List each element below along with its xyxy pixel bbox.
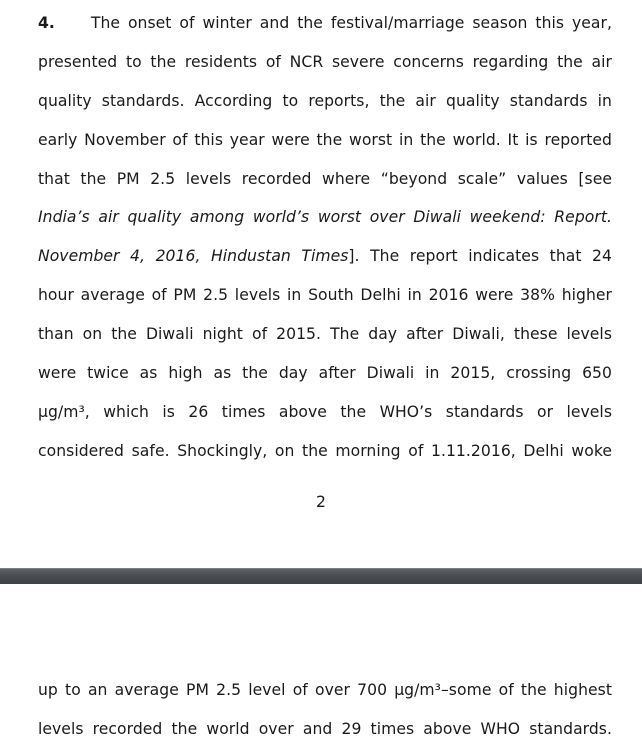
paragraph-text-line: μg/m³, which is 26 times above the WHO’s standards or levels — [38, 403, 612, 421]
citation-source: November 4, 2016, Hindustan Times — [38, 247, 349, 265]
paragraph-text-line: quality standards. According to reports, the air quality standards in — [38, 92, 612, 110]
page-number: 2 — [316, 493, 326, 511]
paragraph-4-line-1 — [38, 13, 612, 33]
paragraph-text-fragment: ]. The report indicates that 24 — [348, 247, 612, 265]
paragraph-text-line: up to an average PM 2.5 level of over 700 μg/m³–some of the highest — [38, 681, 612, 699]
paragraph-text-line — [38, 246, 612, 266]
paragraph-text-line: hour average of PM 2.5 levels in South Delhi in 2016 were 38% higher — [38, 286, 612, 304]
paragraph-text-line: considered safe. Shockingly, on the morning of 1.11.2016, Delhi woke — [38, 442, 612, 460]
paragraph-text-line: that the PM 2.5 levels recorded where “beyond scale” values [see — [38, 170, 612, 188]
paragraph-text-line: were twice as high as the day after Diwali in 2015, crossing 650 — [38, 364, 612, 382]
paragraph-text-line — [38, 207, 612, 227]
document-page-3 — [0, 584, 642, 754]
paragraph-text-line: presented to the residents of NCR severe concerns regarding the air — [38, 53, 612, 71]
paragraph-text-line: than on the Diwali night of 2015. The day after Diwali, these levels — [38, 325, 612, 343]
page-separator — [0, 568, 642, 585]
paragraph-text-line: The onset of winter and the festival/marriage season this year, — [90, 14, 612, 32]
paragraph-text-line: levels recorded the world over and 29 times above WHO standards. — [38, 720, 612, 738]
citation-title: India’s air quality among world’s worst over Diwali weekend: Report. — [38, 208, 612, 226]
paragraph-number: 4. — [38, 14, 55, 32]
paragraph-text-line: early November of this year were the worst in the world. It is reported — [38, 131, 612, 149]
